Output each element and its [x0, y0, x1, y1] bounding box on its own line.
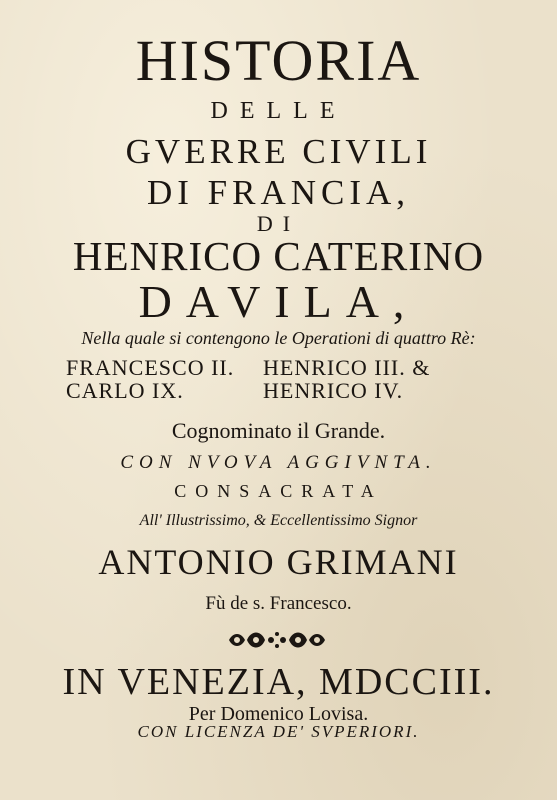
subject-line-1: GVERRE CIVILI	[125, 132, 432, 171]
delle-line: DELLE	[210, 98, 347, 124]
dedication-line: All' Illustrissimo, & Eccellentissimo Signor	[139, 512, 418, 529]
license-line: CON LICENZA DE' SVPERIORI.	[137, 722, 420, 741]
place-date-line: IN VENEZIA, MDCCIII.	[62, 661, 495, 703]
fleuron-ornament-icon	[225, 628, 329, 652]
cognominato-line: Cognominato il Grande.	[171, 418, 386, 443]
kings-left-column	[66, 356, 234, 402]
di-line: DI	[256, 211, 301, 236]
king-henrico-iii: HENRICO III. &	[263, 355, 431, 380]
king-carlo: CARLO IX.	[66, 378, 184, 403]
consacrata-line: CONSACRATA	[174, 481, 383, 501]
dedicatee-name: ANTONIO GRIMANI	[98, 542, 459, 582]
kings-right-column	[263, 356, 430, 402]
subject-line-2: DI FRANCIA,	[146, 173, 411, 212]
king-henrico-iv: HENRICO IV.	[263, 378, 404, 403]
fu-line: Fù de s. Francesco.	[205, 593, 352, 614]
printer-line: Per Domenico Lovisa.	[188, 703, 369, 725]
book-title: HISTORIA	[135, 28, 422, 93]
king-francesco: FRANCESCO II.	[66, 355, 235, 380]
description-line: Nella quale si contengono le Operationi di quattro Rè:	[81, 328, 476, 348]
author-line-2: DAVILA,	[138, 276, 419, 327]
nuova-aggiunta-line: CON NVOVA AGGIVNTA.	[120, 452, 437, 473]
author-line-1: HENRICO CATERINO	[72, 233, 485, 279]
